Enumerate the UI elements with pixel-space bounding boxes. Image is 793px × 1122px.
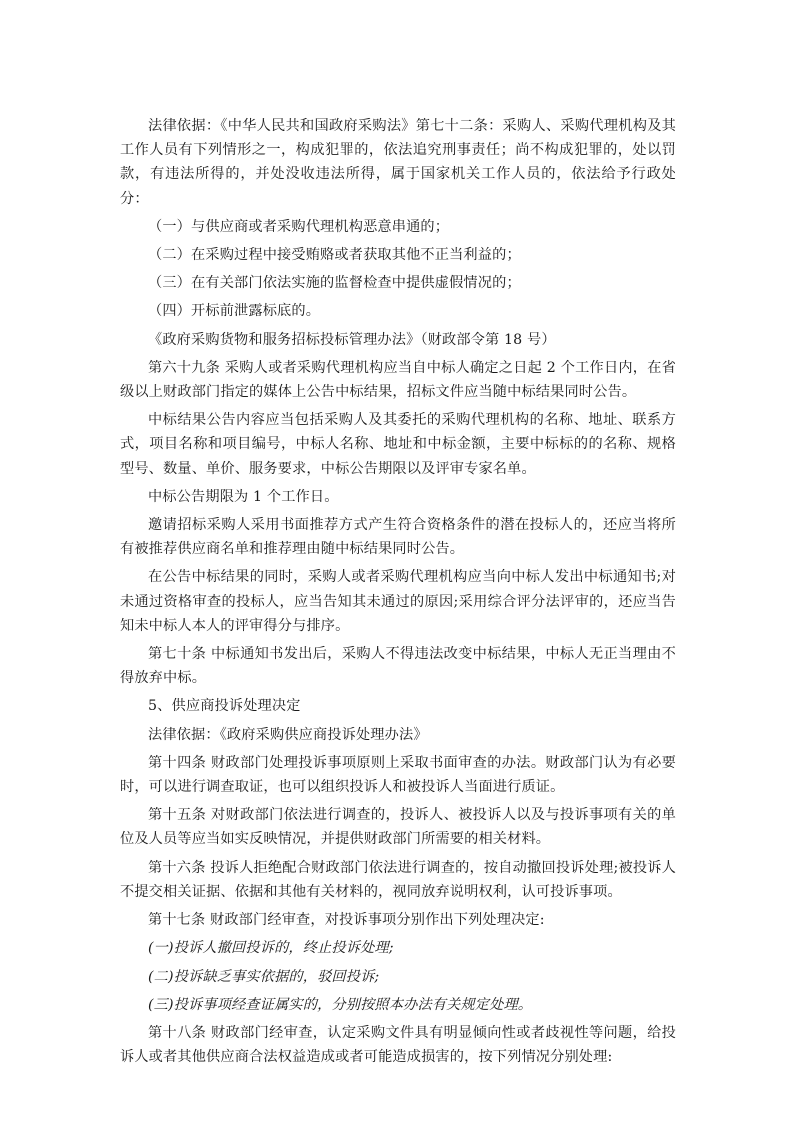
list-item: （一）与供应商或者采购代理机构恶意串通的； xyxy=(148,218,450,235)
article-paragraph: 第十四条 财政部门处理投诉事项原则上采取书面审查的办法。财政部门认为有必要时，可以进行调查取证，也可以组织投诉人和被投诉人当面进行质证。 xyxy=(120,754,676,796)
article-paragraph: 中标结果公告内容应当包括采购人及其委托的采购代理机构的名称、地址、联系方式，项目名称和项目编号，中标人名称、地址和中标金额，主要中标标的的名称、规格型号、数量、单价、服务要求，中标公告期限以及评审专家名单。 xyxy=(120,412,676,477)
regulation-title: 《政府采购货物和服务招标投标管理办法》（财政部令第 18 号） xyxy=(148,331,556,348)
list-item: (二)投诉缺乏事实依据的，驳回投诉; xyxy=(148,968,380,985)
article-paragraph: 第六十九条 采购人或者采购代理机构应当自中标人确定之日起 2 个工作日内，在省级以上财政部门指定的媒体上公告中标结果，招标文件应当随中标结果同时公告。 xyxy=(120,359,676,401)
document-body xyxy=(120,114,676,1069)
article-paragraph: 第十八条 财政部门经审查，认定采购文件具有明显倾向性或者歧视性等问题，给投诉人或者其他供应商合法权益造成或者可能造成损害的，按下列情况分别处理: xyxy=(120,1024,676,1066)
article-paragraph: 邀请招标采购人采用书面推荐方式产生符合资格条件的潜在投标人的，还应当将所有被推荐供应商名单和推荐理由随中标结果同时公告。 xyxy=(120,517,676,558)
article-paragraph: 中标公告期限为 1 个工作日。 xyxy=(148,488,339,505)
legal-basis-paragraph: 法律依据：《政府采购供应商投诉处理办法》 xyxy=(148,726,428,743)
article-paragraph: 在公告中标结果的同时，采购人或者采购代理机构应当向中标人发出中标通知书;对未通过资格审查的投标人，应当告知其未通过的原因;采用综合评分法评审的，还应当告知未中标人本人的评审得分与排序。 xyxy=(120,569,676,634)
article-paragraph: 第十五条 对财政部门依法进行调查的，投诉人、被投诉人以及与投诉事项有关的单位及人员等应当如实反映情况，并提供财政部门所需要的相关材料。 xyxy=(120,807,676,848)
list-item: (三)投诉事项经查证属实的，分别按照本办法有关规定处理。 xyxy=(148,996,533,1013)
article-paragraph: 第十六条 投诉人拒绝配合财政部门依法进行调查的，按自动撤回投诉处理;被投诉人不提交相关证据、依据和其他有关材料的，视同放弃说明权利，认可投诉事项。 xyxy=(120,859,676,900)
list-item: (一)投诉人撤回投诉的，终止投诉处理; xyxy=(148,940,394,957)
list-item: （二）在采购过程中接受贿赂或者获取其他不正当利益的； xyxy=(148,247,521,264)
article-paragraph: 第十七条 财政部门经审查，对投诉事项分别作出下列处理决定: xyxy=(148,912,545,929)
article-paragraph: 第七十条 中标通知书发出后，采购人不得违法改变中标结果，中标人无正当理由不得放弃中标。 xyxy=(120,646,676,687)
legal-basis-paragraph: 法律依据：《中华人民共和国政府采购法》第七十二条：采购人、采购代理机构及其工作人员有下列情形之一，构成犯罪的，依法追究刑事责任；尚不构成犯罪的，处以罚款，有违法所得的，并处没收违法所得，属于国家机关工作人员的，依法给予行政处分： xyxy=(120,118,676,207)
section-heading: 5、供应商投诉处理决定 xyxy=(148,698,301,715)
list-item: （三）在有关部门依法实施的监督检查中提供虚假情况的； xyxy=(148,275,521,292)
list-item: （四）开标前泄露标底的。 xyxy=(148,303,321,320)
